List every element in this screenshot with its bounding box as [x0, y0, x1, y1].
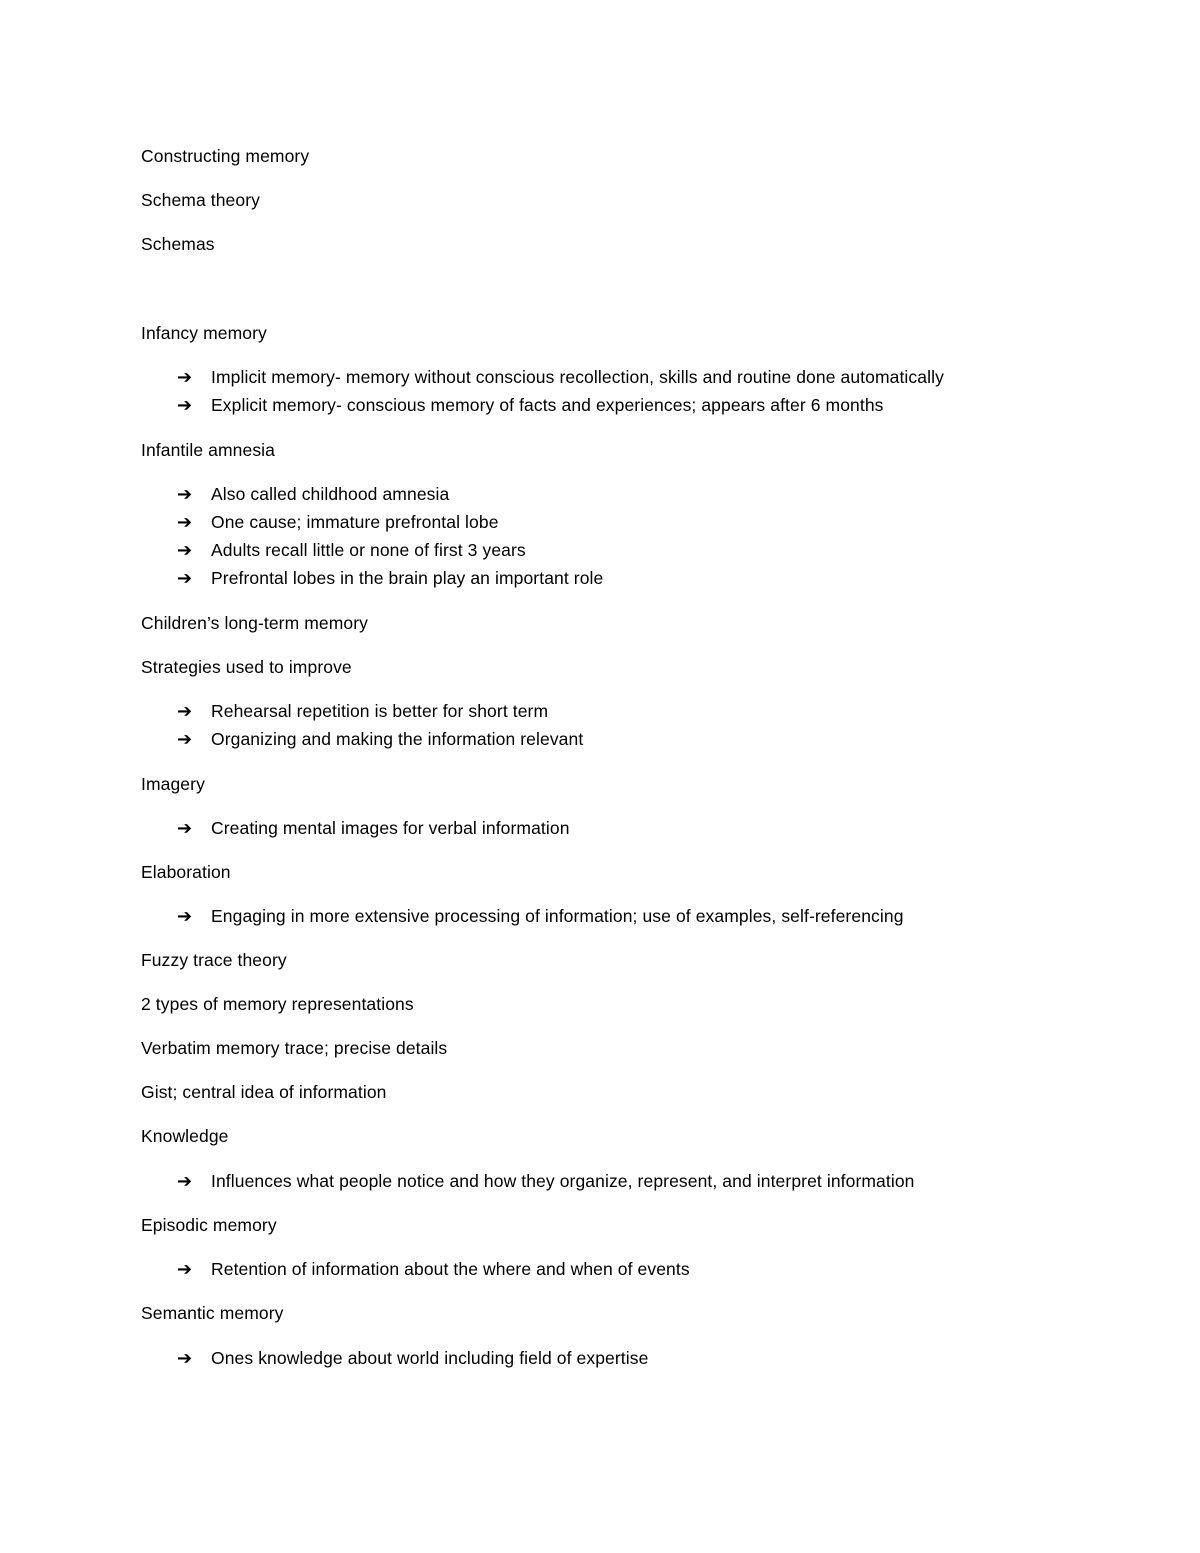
arrow-icon: ➔ — [177, 1171, 193, 1191]
heading-line: Verbatim memory trace; precise details — [141, 1038, 448, 1058]
bullet-item — [177, 1258, 690, 1280]
bullet-item — [177, 905, 904, 927]
bullet-item — [177, 1347, 648, 1369]
heading-line: Episodic memory — [141, 1215, 277, 1235]
bullet-item — [177, 700, 548, 722]
arrow-icon: ➔ — [177, 906, 193, 926]
arrow-icon: ➔ — [177, 1259, 193, 1279]
heading-line: Infantile amnesia — [141, 440, 276, 460]
heading-line: Semantic memory — [141, 1303, 284, 1323]
bullet-text: Engaging in more extensive processing of information; use of examples, self-referencing — [211, 906, 904, 926]
bullet-item — [177, 511, 499, 533]
bullet-text: Rehearsal repetition is better for short term — [211, 701, 549, 721]
arrow-icon: ➔ — [177, 818, 193, 838]
bullet-item — [177, 567, 603, 589]
heading-line: Children’s long-term memory — [141, 613, 369, 633]
bullet-item — [177, 1170, 915, 1192]
heading-line: 2 types of memory representations — [141, 994, 414, 1014]
heading-line: Schemas — [141, 234, 215, 254]
heading-line: Gist; central idea of information — [141, 1082, 387, 1102]
bullet-text: Organizing and making the information relevant — [211, 729, 584, 749]
bullet-text: Retention of information about the where and when of events — [211, 1259, 690, 1279]
bullet-text: Explicit memory- conscious memory of facts and experiences; appears after 6 months — [211, 395, 884, 415]
arrow-icon: ➔ — [177, 367, 193, 387]
bullet-text: Also called childhood amnesia — [211, 484, 450, 504]
bullet-item — [177, 728, 583, 750]
arrow-icon: ➔ — [177, 484, 193, 504]
bullet-item — [177, 394, 884, 416]
bullet-item — [177, 366, 944, 388]
arrow-icon: ➔ — [177, 568, 193, 588]
heading-line: Strategies used to improve — [141, 657, 352, 677]
arrow-icon: ➔ — [177, 729, 193, 749]
bullet-text: Adults recall little or none of first 3 years — [211, 540, 526, 560]
arrow-icon: ➔ — [177, 540, 193, 560]
arrow-icon: ➔ — [177, 512, 193, 532]
heading-line: Schema theory — [141, 190, 260, 210]
heading-line: Fuzzy trace theory — [141, 950, 287, 970]
bullet-item — [177, 817, 570, 839]
arrow-icon: ➔ — [177, 1348, 193, 1368]
heading-line: Constructing memory — [141, 146, 310, 166]
bullet-item — [177, 539, 526, 561]
bullet-text: One cause; immature prefrontal lobe — [211, 512, 499, 532]
heading-line: Elaboration — [141, 862, 231, 882]
bullet-item — [177, 483, 449, 505]
bullet-text: Ones knowledge about world including field of expertise — [211, 1348, 649, 1368]
arrow-icon: ➔ — [177, 701, 193, 721]
heading-line: Knowledge — [141, 1126, 229, 1146]
arrow-icon: ➔ — [177, 395, 193, 415]
bullet-text: Creating mental images for verbal information — [211, 818, 570, 838]
heading-line: Imagery — [141, 774, 205, 794]
bullet-text: Influences what people notice and how they organize, represent, and interpret information — [211, 1171, 915, 1191]
heading-line: Infancy memory — [141, 323, 267, 343]
bullet-text: Implicit memory- memory without conscious recollection, skills and routine done automatically — [211, 367, 944, 387]
bullet-text: Prefrontal lobes in the brain play an important role — [211, 568, 604, 588]
